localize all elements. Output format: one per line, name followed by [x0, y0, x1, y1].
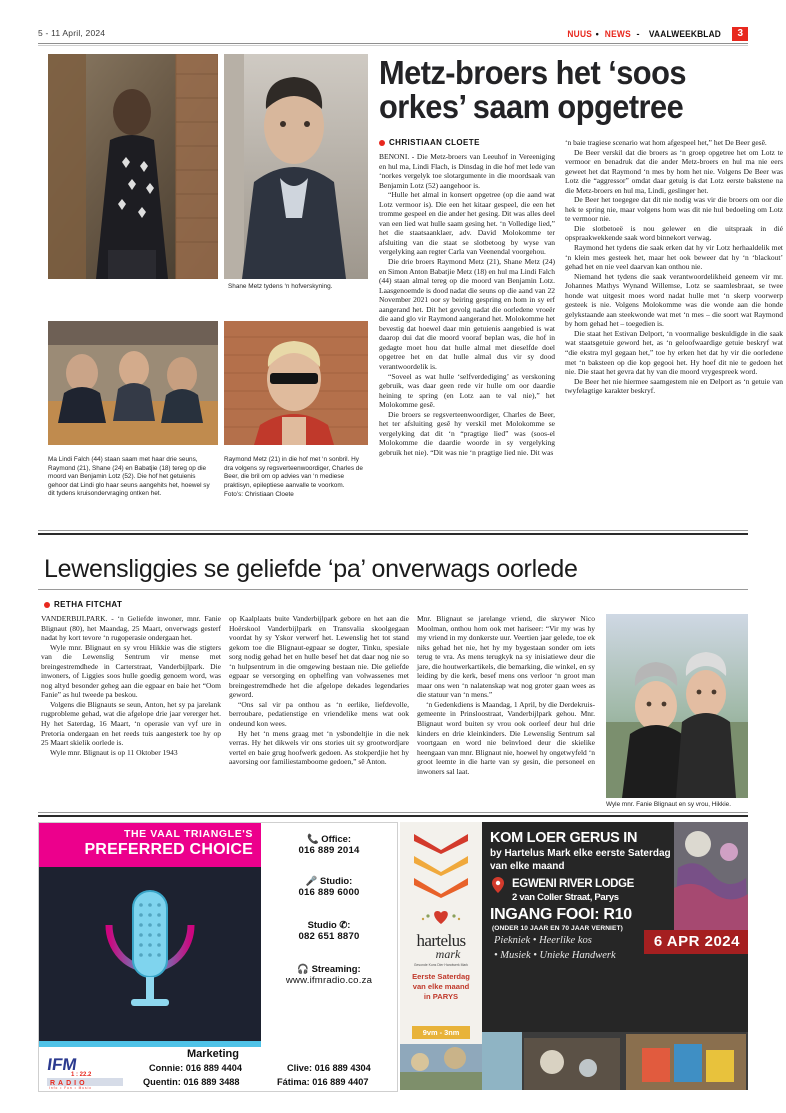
svg-text:RADIO: RADIO — [50, 1080, 88, 1087]
story1-headline: Metz-broers het ‘soos orkes’ saam opgetree — [379, 55, 686, 126]
market-photo-bottom — [522, 1032, 748, 1090]
masthead-brand — [564, 27, 748, 41]
body-paragraph: Die drie broers Raymond Metz (21), Shane Metz (24) en Simon Anton Babatjie Metz (18) en hul ma Lindi Falch (44) staan almal tereg op die moord van Benjamin Lotz. Laasgenoemde is dood nadat die seuns op die aand van 22 November 2021 oor sy beiring gespring en hom in sy erf aangerand het. Dit het gevolg nadat die oorledene vroeër die aand glo vir Raymond aangerand het. Molokomme het bevestig dat hoewel daar min getuienis aangebied is wat daarop dui dat die moord vooraf beplan was, die hof in gedagte moet hou dat hulle almal met dieselfde doel opgetree het en dat hulle almal dus vir sy dood verantwoordelik is. — [379, 257, 555, 372]
photo-raymond-metz-sunglasses — [224, 321, 368, 445]
body-paragraph: Die staat het Estivan Delport, ‘n voormalige beskuldigde in die saak wat staatsgetuie geword het, as ‘n geloofwaardige getuie beskryf wat “die ekstra myl gegaan het,” toe hy erken het dat hy vir die oorledene met ‘n baksteen op die kop gegooi het. Hy hoef dit nie te gedoen het nie. Die staat het gevra dat hy van die moord vrygespreek word. — [565, 328, 783, 377]
photo-credit: Foto’s: Christiaan Cloete — [224, 491, 294, 499]
hartelus-body — [482, 822, 748, 1090]
hartelus-left-panel — [400, 822, 482, 1090]
body-paragraph: De Beer het toegegee dat dit nie nodig was vir die broers om oor die hek te spring nie, maar volgens hom was dit nie hul bedoeling om Lotz te vermoor nie. — [565, 195, 783, 224]
hartelus-entry-fee: INGANG FOOI: R10 — [490, 906, 632, 923]
advert-ifm-radio[interactable] — [38, 822, 398, 1092]
body-paragraph: Volgens die Blignauts se seun, Anton, het sy pa jarelank rugprobleme gehad, wat die afgelope drie jaar vererger het. Hy het Saterdag, 16 Maart, ‘n operasie van vyf ure in Pretoria ondergaan en het reeds tuis aangesterk toe hy op 25 Maart skielik oorlede is. — [41, 699, 221, 748]
byline-name: CHRISTIAAN CLOETE — [389, 138, 480, 147]
body-paragraph: VANDERBIJLPARK. - ‘n Geliefde inwoner, mnr. Fanie Blignaut (80), het Maandag, 25 Maart, onverwags gesterf nadat hy kort tevore ‘n rugoperasie ondergaan het. — [41, 614, 221, 643]
story1-column-2 — [565, 138, 783, 396]
hartelus-note-line2: van elke maand — [412, 982, 470, 991]
microphone-icon — [97, 881, 203, 1031]
photo-family-in-court — [48, 321, 218, 445]
body-paragraph: Die slotbetoeë is nou gelewer en die uitspraak in dié opspraakwekkende saak word binnekort verwag. — [565, 223, 783, 243]
headphones-icon: 🎧 — [297, 963, 310, 974]
hartelus-note-line1: Eerste Saterdag — [412, 972, 470, 981]
svg-text:Info • Fun • Music: Info • Fun • Music — [49, 1086, 92, 1089]
ifm-contact-clive: Clive: 016 889 4304 — [287, 1063, 371, 1073]
hartelus-subline: by Hartelus Mark elke eerste Saterdag van elke maand — [490, 848, 671, 872]
story2-headline: Lewensliggies se geliefde ‘pa’ onverwags oorlede — [44, 555, 578, 583]
ifm-marketing-title: Marketing — [187, 1048, 239, 1060]
body-paragraph: Niemand het tydens die saak verantwoordelikheid geneem vir mr. Johannes Mathys Wynand Willemse, Lotz se saamlesbraat, se twee honde wat uitgesit moes word nadat hulle met ‘n skerp voorwerp gesteek is nie. Volgens Molokomme was die wonde aan die honde gelykstaande aan steekwonde wat met ‘n mes – die soort wat Raymond by hom gehad het – toegedien is. — [565, 271, 783, 329]
ifm-streaming-label: Streaming: — [311, 963, 361, 974]
story2-underline — [38, 589, 748, 590]
phone-icon: 📞 — [307, 833, 319, 844]
chevron-down-icon — [410, 854, 472, 876]
ifm-contact-panel — [261, 823, 397, 1047]
caption-text: Wyle mnr. Fanie Blignaut en sy vrou, Hikkie. — [606, 801, 731, 808]
caption-family-in-court — [48, 456, 214, 499]
microphone-icon: 🎤 — [305, 875, 318, 886]
body-paragraph: Die broers se regsverteenwoordiger, Charles de Beer, het ter afsluiting gesê hy verskil met Molokomme se vergelyking dat dit ‘n “pragtige lied” was (soos-el Molokomme die daardie woorde in sy vergelyking gebruik het nie). “Dit was nie ‘n pragtige lied nie. Dit was — [379, 409, 555, 457]
hartelus-note-line3: in PARYS — [423, 992, 459, 1001]
svg-text:1 : 22.2: 1 : 22.2 — [71, 1072, 92, 1078]
body-paragraph: “Soveel as wat hulle ‘selfverdediging’ as verskoning gebruik, was daar geen rede vir hulle om oor daardie heining te spring (en Lotz aan te val nie),” het Molokomme gesê. — [379, 371, 555, 410]
body-paragraph: Wyle mnr. Blignaut is op 11 Oktober 1943 — [50, 747, 178, 757]
story2-column-1 — [41, 614, 221, 757]
ifm-whatsapp-number: 082 651 8870 — [298, 931, 360, 942]
masthead — [38, 28, 748, 44]
advert-hartelus-mark[interactable] — [400, 822, 748, 1090]
caption-text: Ma Lindi Falch (44) staan saam met haar drie seuns, Raymond (21), Shane (24) en Babatjie (18) tereg op die moord van Benjamin Lotz (52). Die hof het getuienis gehoor dat Lindi glo haar seuns aangehits het, hoewel sy dit tydens kruisondervraging ontken het. — [48, 456, 210, 498]
ifm-studio-row[interactable] — [261, 875, 397, 898]
ifm-studio-number: 016 889 6000 — [298, 887, 360, 898]
body-paragraph: BENONI. - Die Metz-broers van Leeuhof in Vereeniging en hul ma, Lindi Flach, is Dinsdag in die hof met lede van ‘norkes vergelyk toe slotargumente in die moordsaak van Benjamin Lotz (52) aangehoor is. — [379, 152, 555, 190]
whatsapp-icon: ✆ — [339, 919, 348, 930]
bottom-divider-thin — [38, 812, 748, 813]
hartelus-logo-sub: Gesonde Kuns Dier Handwerk Mark — [413, 963, 469, 967]
photo-shane-metz-portrait — [224, 54, 368, 279]
ifm-whatsapp-row[interactable] — [261, 919, 397, 942]
issue-date: 5 - 11 April, 2024 — [38, 28, 106, 38]
ifm-office-label: Office: — [321, 833, 351, 844]
svg-text:IFM: IFM — [46, 1055, 78, 1074]
photo-fanie-and-hikkie — [606, 614, 748, 798]
ifm-whatsapp-colon: : — [347, 919, 351, 930]
ifm-contact-fatima: Fátima: 016 889 4407 — [277, 1077, 369, 1087]
hartelus-date-badge: 6 APR 2024 — [644, 930, 748, 954]
body-paragraph: De Beer verskil dat die broers as ‘n groep opgetree het om Lotz te vermoor en benadruk dat die ander Metz-broers en hul ma nie eers geweet het dat Raymond ‘n mes by hom het nie. Volgens De Beer was Lotz die “aggressor” omdat daar getuig is dat Lotz eerste bakstene na die Metz-broers en hul ma, Lindi, geslinger het. — [565, 147, 783, 195]
story2-column-2 — [229, 614, 409, 767]
byline-dot-icon — [379, 140, 385, 146]
ifm-streaming-url[interactable]: www.ifmradio.co.za — [285, 975, 373, 986]
location-pin-icon — [492, 877, 504, 893]
body-paragraph: “Hulle het almal in konsert opgetree (op die aand wat Lotz vermoor is). Die een het kitaar gespeel, die een het tromme gespeel en die ander het gesing. Dit was alles deel van een lied wat hulle saam gesing het. ‘n Volledige lied,” het die staatsaanklaer, adv. David Molokomme ter afsluiting van die staat se slotbetoog by wyse van vergelyking aan regter Carla van Veenendal voorgehou. — [379, 190, 555, 257]
hartelus-logo-mark: mark — [435, 947, 461, 961]
caption-text: Raymond Metz (21) in die hof met ‘n sonbril. Hy dra volgens sy regsverteenwoordiger, Charles de Beer, die bril om op advies van ‘n mediese praktisyn, epileptiese aanvalle te voorkom. — [224, 456, 363, 489]
separator-dot-2: - — [636, 29, 640, 39]
section-divider-thick — [38, 533, 748, 535]
hartelus-time-badge: 9vm - 3nm — [412, 1026, 470, 1039]
ifm-studio-label: Studio: — [320, 875, 353, 886]
body-paragraph: De Beer het nie hiermee saamgestem nie en Delport as ‘n getuie van twyfelagtige karakter beskryf. — [565, 376, 783, 396]
byline-dot-icon — [44, 602, 50, 608]
story1-byline — [379, 138, 480, 147]
story2-column-3 — [417, 614, 595, 776]
caption-shane-metz — [228, 283, 364, 292]
ifm-streaming-row[interactable] — [261, 963, 397, 986]
photo-shane-metz-standing — [48, 54, 218, 279]
body-paragraph: Wyle mnr. Blignaut en sy vrou Hikkie was die stigters van die Lewenslig Sentrum vir mense met breingestremdhede in Carterstraat, Vanderbijlpark. Die inwoners, of Liggies soos hulle goedig genoem word, was nog altyd besonder geheg aan die egpaar en baie het “Oom Fanie” as hul tweede pa beskou. — [41, 642, 221, 700]
body-paragraph: ‘n Gedenkdiens is Maandag, 1 April, by die Derdekruis-gemeente in Prinsloostraat, Vanderbijlpark gehou. Mnr. Blignaut word buiten sy vrou ook oorleef deur hul drie kinders en drie kleinkinders. Die Lewenslig Sentrum sal voortgaan en word nie beïnvloed deur die skielike heengaan van mnr. Blignaut nie, hoewel hy ongetwyfeld ‘n groot leemte in die harte van sy gesin, die personeel en inwoners sal laat. — [417, 699, 595, 776]
body-paragraph: Hy het ‘n mens graag met ‘n ysbondeltjie in die nek verras. Hy het dikwels vir ons stories uit sy grootwordjare vertel en baie grug hoofwerk gedoen. As stokperdjie het hy aavorsing oor familiestamboome gedoen,” sê Anton. — [229, 728, 409, 767]
bottom-divider-thick — [38, 815, 748, 817]
hartelus-address: 2 van Coller Straat, Parys — [512, 892, 619, 903]
body-paragraph: ‘n baie tragiese scenario wat hom afgespeel het,” het De Beer gesê. — [565, 138, 767, 147]
ifm-marketing-panel — [39, 1047, 397, 1091]
hartelus-headline: KOM LOER GERUS IN — [490, 830, 638, 846]
separator-dot-1: • — [595, 29, 599, 39]
market-photo-left — [400, 1044, 482, 1090]
market-photo-crafts — [674, 822, 748, 930]
page-number-badge: 3 — [732, 27, 748, 41]
chevron-down-icon — [410, 876, 472, 898]
body-paragraph: “Ons sal vir pa onthou as ‘n eerlike, liefdevolle, berroubare, pedatienstige en vriendelike mens wat ook ondeund kon wees. — [229, 699, 409, 729]
label-news: NEWS — [604, 28, 631, 40]
hartelus-logo — [406, 910, 476, 967]
story1-column-1 — [379, 152, 555, 458]
hartelus-venue: EGWENI RIVER LODGE — [512, 878, 634, 890]
body-paragraph: Raymond het tydens die saak erken dat hy vir Lotz herhaaldelik met ‘n klein mes gesteek het, maar het ook beweer dat hy ‘n ‘blackout’ gehad het en nie veel daarvan kan onthou nie. — [565, 243, 783, 272]
publication-title: VAALWEEKBLAD — [648, 28, 721, 40]
heart-icon — [406, 910, 476, 926]
section-divider-thin — [38, 530, 748, 531]
caption-raymond-metz — [224, 456, 368, 500]
byline-name: RETHA FITCHAT — [54, 600, 123, 609]
body-paragraph: op Kaalplaats buite Vanderbijlpark gebore en het aan die Hoërskool Vanderbijlpark en Transvalia skoolgegaan voordat hy sy Yskor verwerf het. Lewenslig het tot stand gekom toe die Blignaut-egpaar se dogter, Tinku, spesiale sorg nodig gehad het en hulle besef het dat daar nog nie so ‘n hulpsentrum in die omgewing bestaan nie. Die geliefde egpaar se versorging en ophelfing van volwassenes met breingestremdhede het die afgelope dekades legendaries geword. — [229, 614, 409, 700]
hartelus-features-1: Piekniek • Heerlike kos — [494, 935, 592, 946]
ifm-whatsapp-label: Studio — [307, 919, 337, 930]
ifm-office-number: 016 889 2014 — [298, 845, 360, 856]
ifm-tagline-main: PREFERRED CHOICE — [84, 841, 253, 858]
masthead-rule — [38, 43, 748, 44]
ifm-logo-icon — [45, 1053, 143, 1089]
chevron-down-icon — [410, 832, 472, 854]
story2-byline — [44, 600, 122, 609]
masthead-rule-secondary — [38, 45, 748, 46]
label-nuus: NUUS — [566, 28, 592, 40]
ifm-dark-panel — [39, 867, 261, 1047]
caption-fanie-and-hikkie — [606, 801, 748, 810]
hartelus-fee-note: (ONDER 10 JAAR EN 70 JAAR VERNIET) — [492, 925, 623, 932]
body-paragraph: Mnr. Blignaut se jarelange vriend, die skrywer Nico Moolman, onthou hom ook met hariseer: “Vir my was hy my vriend in my donkerste uur. Veertien jaar gelede, toe ek niks gehad het nie, het hy my bygestaan sonder om iets terug te vra. As mens terugkyk na sy inisiatiewe deur die jare, die houtwerkartikels, die bemarking, die winkel, en sy leiding by die kerk, besef mens ons verloor ‘n groot man maar ons wen ‘n nalatenskap wat nog groter gaan wees as die statuur van ‘n mens.” — [417, 614, 595, 700]
ifm-contact-quentin: Quentin: 016 889 3488 — [143, 1077, 240, 1087]
ifm-tagline-top: THE VAAL TRIANGLE'S — [123, 828, 253, 840]
hartelus-features-2: • Musiek • Unieke Handwerk — [494, 950, 616, 961]
ifm-pink-banner — [39, 823, 261, 867]
hartelus-logo-name: hartelus — [416, 931, 466, 950]
ifm-contact-connie: Connie: 016 889 4404 — [149, 1063, 242, 1073]
caption-text: Shane Metz tydens ‘n hofverskyning. — [228, 283, 333, 290]
ifm-office-row[interactable] — [261, 833, 397, 856]
